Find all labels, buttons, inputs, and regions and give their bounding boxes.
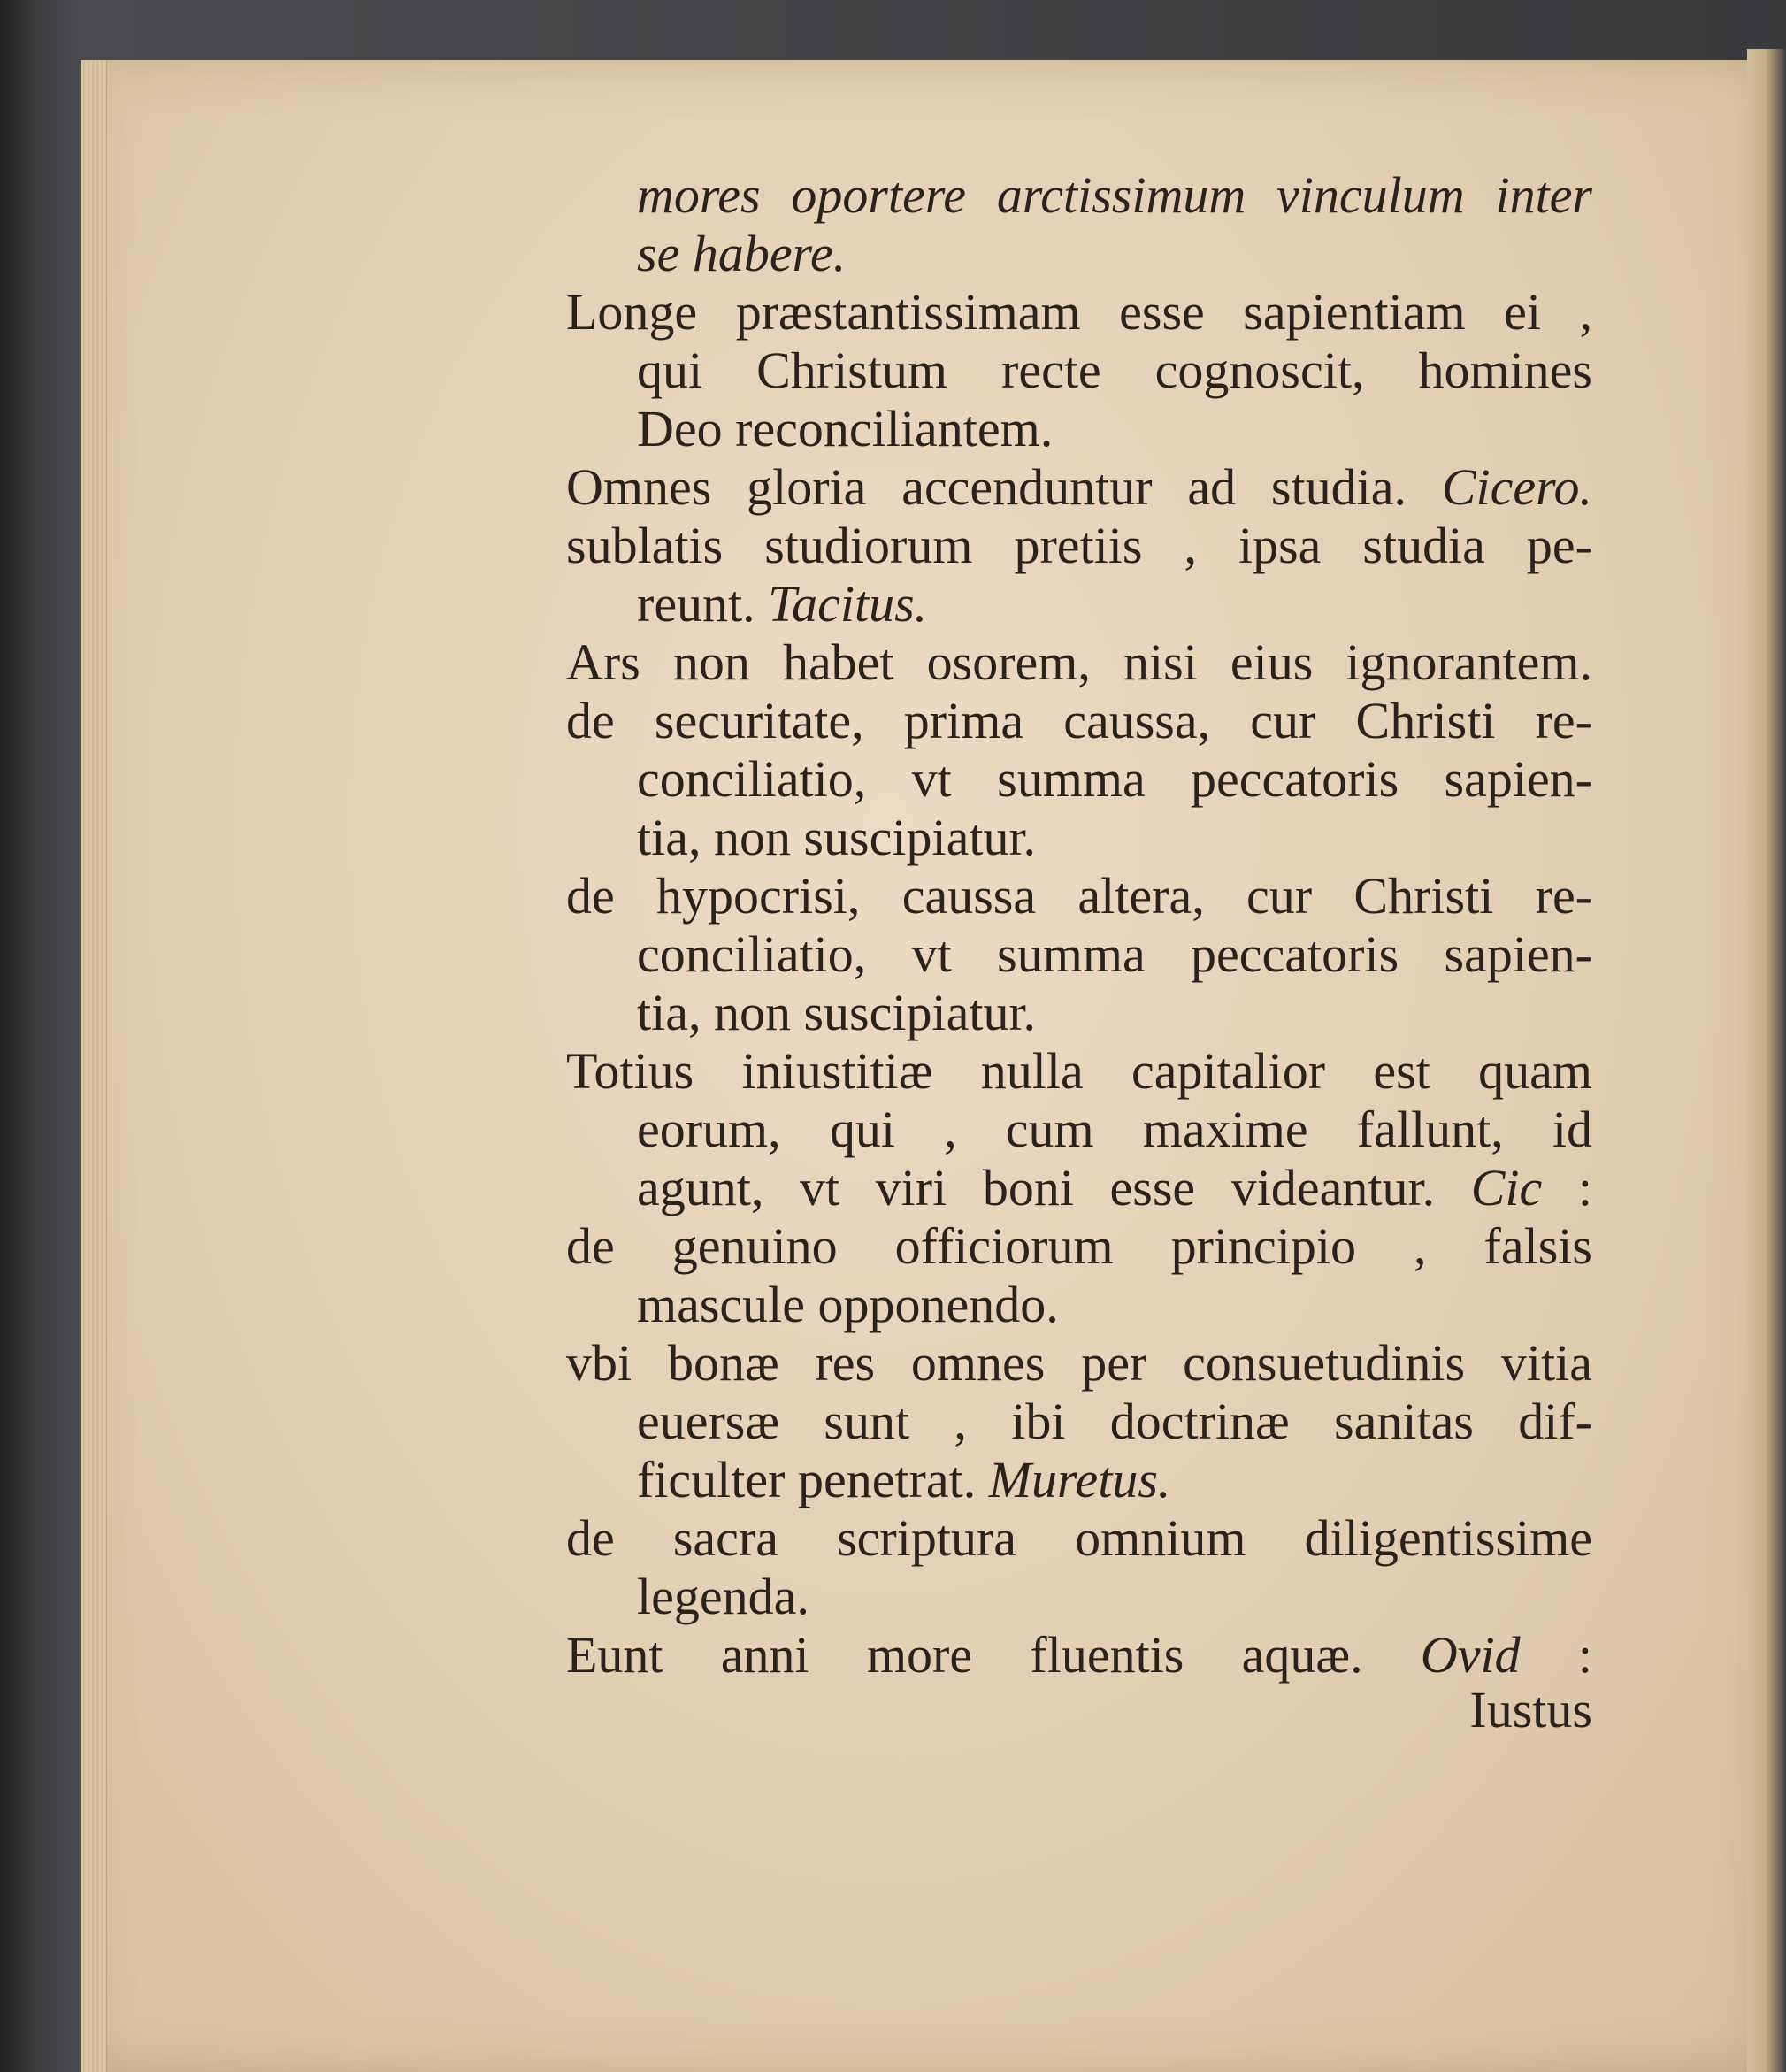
catchword: Iustus xyxy=(1469,1681,1592,1738)
text-line xyxy=(566,1159,1592,1217)
text-line xyxy=(566,1626,1592,1684)
text-line xyxy=(566,1217,1592,1276)
text-line xyxy=(566,575,1592,633)
roman-text: Longe præstantissimam esse sapientiam ei , xyxy=(566,283,1592,341)
roman-text: legenda. xyxy=(637,1568,809,1625)
roman-text: conciliatio, vt summa peccatoris sapien- xyxy=(637,925,1592,983)
text-line xyxy=(566,1393,1592,1451)
text-line xyxy=(566,1451,1592,1509)
page-edge-stack xyxy=(81,60,107,2072)
roman-text: tia, non suscipiatur. xyxy=(637,809,1037,866)
roman-text: Ars non habet osorem, nisi eius ignorantem. xyxy=(566,633,1592,691)
text-line xyxy=(566,925,1592,984)
roman-text: qui Christum recte cognoscit, homines xyxy=(637,341,1592,399)
text-line xyxy=(566,341,1592,400)
roman-text: : xyxy=(1542,1159,1592,1216)
roman-text: sublatis studiorum pretiis , ipsa studia pe- xyxy=(566,517,1592,574)
facing-page-spine xyxy=(1747,49,1786,2072)
text-line xyxy=(566,225,1592,283)
roman-text: ficulter penetrat. xyxy=(637,1451,989,1508)
italic-text: Cicero. xyxy=(1441,458,1592,516)
roman-text: Deo reconciliantem. xyxy=(637,400,1054,457)
italic-text: Muretus. xyxy=(988,1451,1171,1508)
text-line xyxy=(566,458,1592,517)
roman-text: euersæ sunt , ibi doctrinæ sanitas dif- xyxy=(637,1393,1592,1450)
text-line xyxy=(566,400,1592,458)
text-line xyxy=(566,283,1592,341)
italic-text: mores oportere arctissimum vinculum inter xyxy=(637,166,1592,224)
roman-text: tia, non suscipiatur. xyxy=(637,984,1037,1041)
text-line xyxy=(566,517,1592,575)
roman-text: eorum, qui , cum maxime fallunt, id xyxy=(637,1101,1592,1158)
roman-text: : xyxy=(1520,1626,1592,1684)
text-line xyxy=(566,1568,1592,1626)
page-text-block xyxy=(566,166,1592,1684)
text-line xyxy=(566,1334,1592,1393)
roman-text: conciliatio, vt summa peccatoris sapien- xyxy=(637,750,1592,808)
roman-text: de sacra scriptura omnium diligentissime xyxy=(566,1509,1592,1567)
roman-text: agunt, vt viri boni esse videantur. xyxy=(637,1159,1471,1216)
text-line xyxy=(566,692,1592,750)
roman-text: de securitate, prima caussa, cur Christi re- xyxy=(566,692,1592,749)
italic-text: se habere. xyxy=(637,225,847,282)
text-line xyxy=(566,1509,1592,1568)
text-line xyxy=(566,867,1592,925)
italic-text: Cic xyxy=(1470,1159,1543,1216)
roman-text: Totius iniustitiæ nulla capitalior est quam xyxy=(566,1042,1592,1100)
roman-text: de hypocrisi, caussa altera, cur Christi re- xyxy=(566,867,1592,925)
text-line xyxy=(566,1042,1592,1101)
roman-text: reunt. xyxy=(637,575,769,633)
text-line xyxy=(566,809,1592,867)
italic-text: Ovid xyxy=(1420,1626,1521,1684)
text-line xyxy=(566,166,1592,225)
roman-text: vbi bonæ res omnes per consuetudinis vitia xyxy=(566,1334,1592,1392)
italic-text: Tacitus. xyxy=(768,575,928,633)
roman-text: Eunt anni more fluentis aquæ. xyxy=(566,1626,1421,1684)
roman-text: Omnes gloria accenduntur ad studia. xyxy=(566,458,1442,516)
text-line xyxy=(566,633,1592,692)
text-line xyxy=(566,1276,1592,1334)
roman-text: de genuino officiorum principio , falsis xyxy=(566,1217,1592,1275)
text-line xyxy=(566,750,1592,809)
roman-text: mascule opponendo. xyxy=(637,1276,1059,1333)
text-line xyxy=(566,984,1592,1042)
text-line xyxy=(566,1101,1592,1159)
